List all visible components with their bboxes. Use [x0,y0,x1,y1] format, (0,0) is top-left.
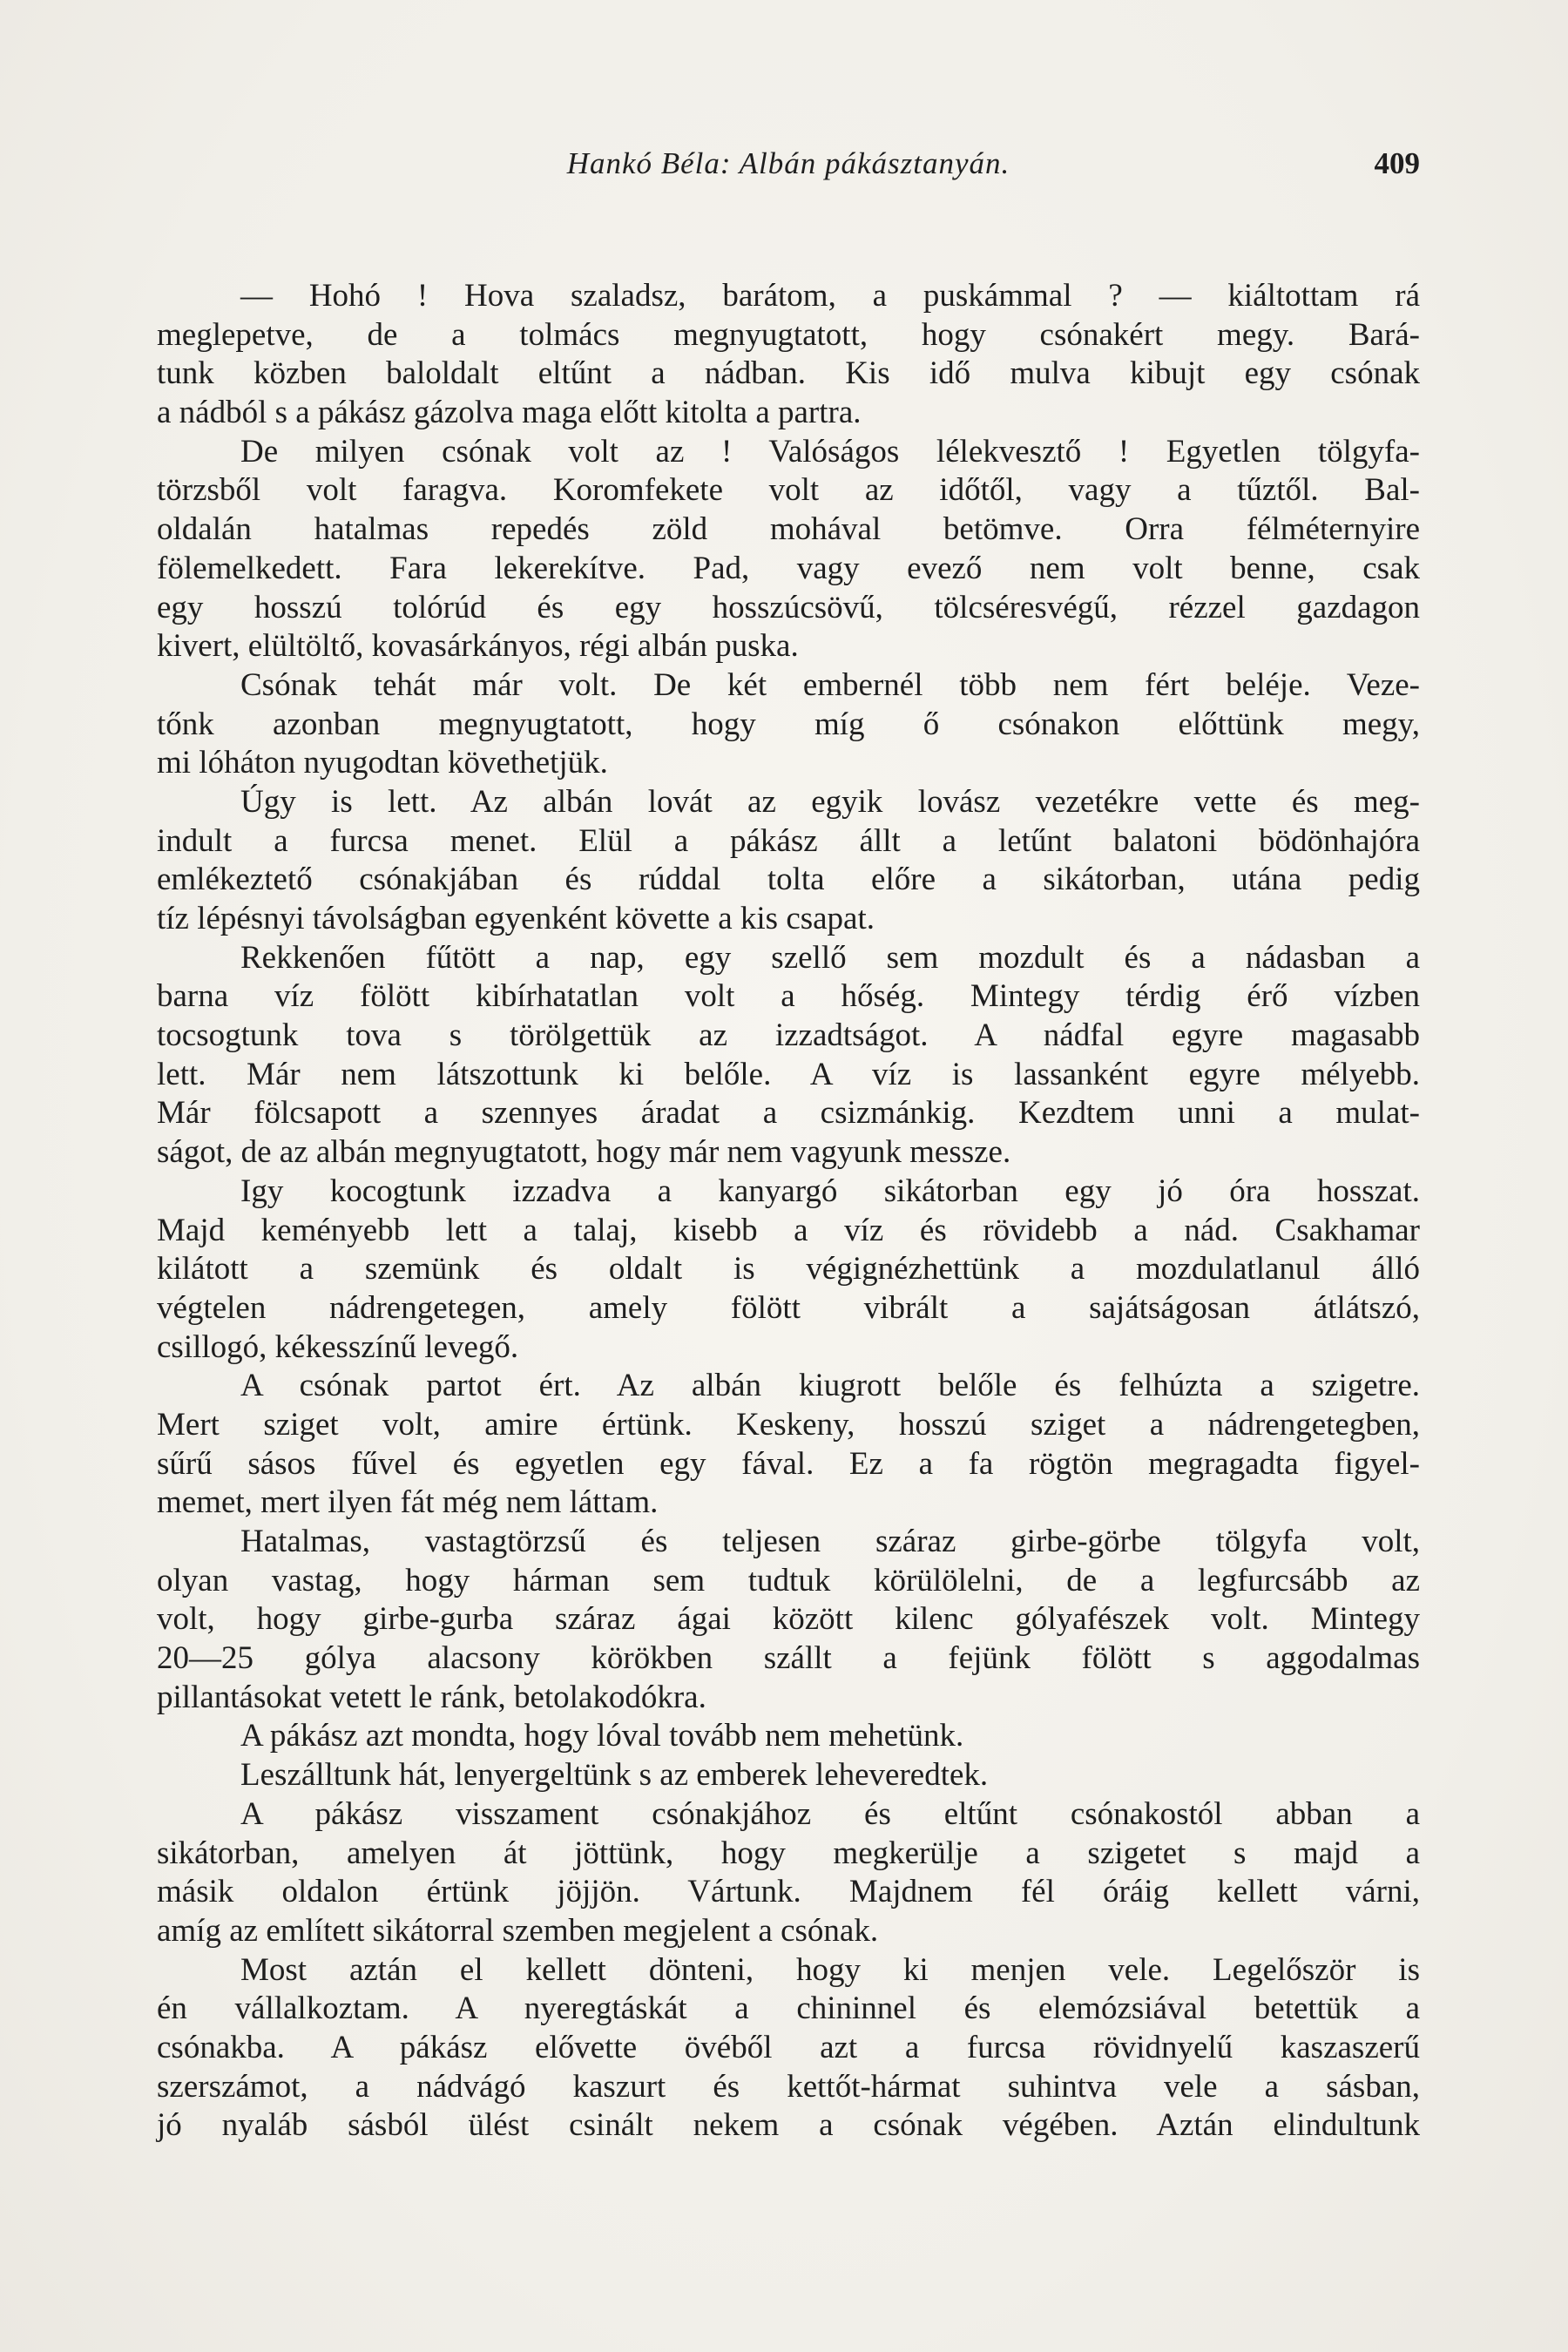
text-line: Mert sziget volt, amire értünk. Keskeny, hosszú sziget a nádrengetegben, [157,1406,1420,1443]
running-title: Hankó Béla: Albán pákásztanyán. [566,146,1010,180]
text-line: egy hosszú tolórúd és egy hosszúcsövű, tölcséresvégű, rézzel gazdagon [157,589,1420,625]
text-line: Most aztán el kellett dönteni, hogy ki menjen vele. Legelőször is [240,1951,1420,1988]
text-line: én vállalkoztam. A nyeregtáskát a chininnel és elemózsiával betettük a [157,1990,1420,2027]
text-line: fölemelkedett. Fara lekerekítve. Pad, vagy evező nem volt benne, csak [157,550,1420,586]
text-line: De milyen csónak volt az ! Valóságos lélekvesztő ! Egyetlen tölgyfa- [240,433,1420,470]
text-line: Már fölcsapott a szennyes áradat a csizmánkig. Kezdtem unni a mulat- [157,1095,1420,1132]
text-line: jó nyaláb sásból ülést csinált nekem a csónak végében. Aztán elindultunk [157,2107,1420,2144]
text-line: volt, hogy girbe-gurba száraz ágai között kilenc gólyafészek volt. Mintegy [157,1601,1420,1638]
text-line: tíz lépésnyi távolságban egyenként követte a kis csapat. [157,901,875,936]
text-line: Csónak tehát már volt. De két embernél több nem fért beléje. Veze- [240,666,1420,703]
text-line: oldalán hatalmas repedés zöld mohával betömve. Orra félméternyire [157,511,1420,548]
page-number: 409 [1374,146,1420,180]
text-line: lett. Már nem látszottunk ki belőle. A víz is lassanként egyre mélyebb. [157,1056,1420,1092]
text-line: Leszálltunk hát, lenyergeltünk s az emberek leheveredtek. [240,1757,989,1794]
text-line: meglepetve, de a tolmács megnyugtatott, hogy csónakért megy. Bará- [157,316,1420,353]
text-line: Úgy is lett. Az albán lovát az egyik lovász vezetékre vette és meg- [240,783,1420,820]
text-line: A csónak partot ért. Az albán kiugrott belőle és felhúzta a szigetre. [240,1368,1420,1404]
text-line: kilátott a szemünk és oldalt is végignézhettünk a mozdulatlanul álló [157,1251,1420,1288]
text-line: mi lóháton nyugodtan követhetjük. [157,745,608,781]
text-line: A pákász azt mondta, hogy lóval tovább nem mehetünk. [240,1718,964,1754]
text-line: sűrű sásos fűvel és egyetlen egy fával. Ez a fa rögtön megragadta figyel- [157,1445,1420,1482]
text-line: sikátorban, amelyen át jöttünk, hogy megkerülje a szigetet s majd a [157,1835,1420,1871]
text-line: Igy kocogtunk izzadva a kanyargó sikátorban egy jó óra hosszat. [240,1173,1420,1209]
text-line: Rekkenően fűtött a nap, egy szellő sem mozdult és a nádasban a [240,939,1420,976]
text-line: végtelen nádrengetegen, amely fölött vibrált a sajátságosan átlátszó, [157,1289,1420,1326]
running-header [157,146,1420,190]
text-line: kivert, elültöltő, kovasárkányos, régi albán puska. [157,628,799,665]
text-line: amíg az említett sikátorral szemben megjelent a csónak. [157,1912,879,1949]
text-line: pillantásokat vetett le ránk, betolakodókra. [157,1679,706,1715]
text-line: másik oldalon értünk jöjjön. Vártunk. Majdnem fél óráig kellett várni, [157,1874,1420,1910]
text-line: ságot, de az albán megnyugtatott, hogy már nem vagyunk messze. [157,1134,1011,1171]
text-line: A pákász visszament csónakjához és eltűnt csónakostól abban a [240,1795,1420,1832]
text-line: indult a furcsa menet. Elül a pákász állt a letűnt balatoni bödönhajóra [157,822,1420,859]
text-line: tocsogtunk tova s törölgettük az izzadtságot. A nádfal egyre magasabb [157,1017,1420,1054]
text-line: Hatalmas, vastagtörzsű és teljesen száraz girbe-görbe tölgyfa volt, [240,1524,1420,1559]
text-line: emlékeztető csónakjában és rúddal tolta előre a sikátorban, utána pedig [157,862,1420,898]
text-line: barna víz fölött kibírhatatlan volt a hőség. Mintegy térdig érő vízben [157,978,1420,1015]
text-line: törzsből volt faragva. Koromfekete volt az időtől, vagy a tűztől. Bal- [157,472,1420,509]
text-line: a nádból s a pákász gázolva maga előtt kitolta a partra. [157,395,862,431]
text-line: szerszámot, a nádvágó kaszurt és kettőt-hármat suhintva vele a sásban, [157,2068,1420,2105]
text-line: Majd keményebb lett a talaj, kisebb a víz és rövidebb a nád. Csakhamar [157,1212,1420,1248]
body-text [157,277,1420,2146]
text-line: csónakba. A pákász elővette övéből azt a furcsa rövidnyelű kaszaszerű [157,2029,1420,2065]
text-line: 20—25 gólya alacsony körökben szállt a fejünk fölött s aggodalmas [157,1640,1420,1677]
text-line: — Hohó ! Hova szaladsz, barátom, a puskámmal ? — kiáltottam rá [240,278,1420,314]
text-line: tunk közben baloldalt eltűnt a nádban. Kis idő mulva kibujt egy csónak [157,355,1420,392]
text-line: csillogó, kékesszínű levegő. [157,1328,519,1365]
text-line: tőnk azonban megnyugtatott, hogy míg ő csónakon előttünk megy, [157,706,1420,742]
text-line: olyan vastag, hogy hárman sem tudtuk körülölelni, de a legfurcsább az [157,1562,1420,1598]
text-line: memet, mert ilyen fát még nem láttam. [157,1484,659,1521]
